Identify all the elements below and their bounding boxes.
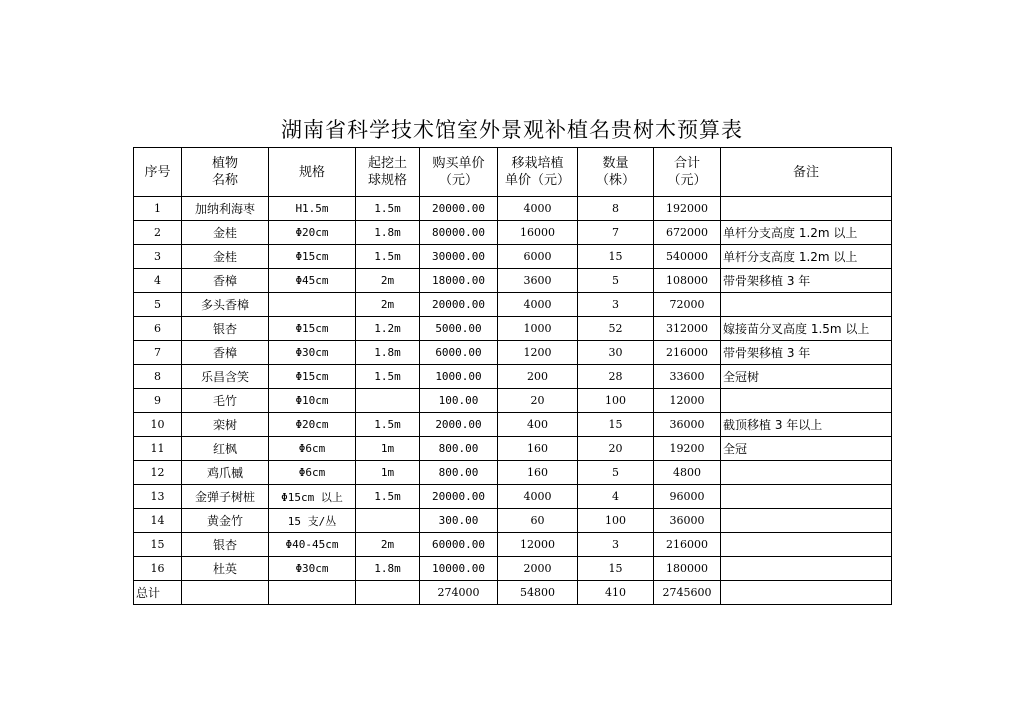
cell-quantity: 5 xyxy=(578,269,654,293)
cell-note: 全冠树 xyxy=(721,365,892,389)
cell-seq: 2 xyxy=(134,221,182,245)
cell-transplant-price: 16000 xyxy=(498,221,578,245)
cell-soil-ball: 1.5m xyxy=(356,485,420,509)
cell-seq: 1 xyxy=(134,197,182,221)
cell-spec: Φ15cm xyxy=(269,245,356,269)
header-purchase-price: 购买单价 （元） xyxy=(420,148,498,197)
cell-plant-name: 鸡爪槭 xyxy=(182,461,269,485)
cell-purchase-price: 30000.00 xyxy=(420,245,498,269)
cell-note xyxy=(721,557,892,581)
cell-purchase-price: 20000.00 xyxy=(420,485,498,509)
cell-note: 全冠 xyxy=(721,437,892,461)
table-row xyxy=(134,509,892,533)
totals-row xyxy=(134,581,892,605)
totals-total: 2745600 xyxy=(654,581,721,605)
cell-spec: Φ6cm xyxy=(269,461,356,485)
table-row xyxy=(134,461,892,485)
cell-total: 540000 xyxy=(654,245,721,269)
cell-soil-ball: 2m xyxy=(356,293,420,317)
cell-purchase-price: 800.00 xyxy=(420,461,498,485)
cell-purchase-price: 60000.00 xyxy=(420,533,498,557)
cell-soil-ball: 1.5m xyxy=(356,245,420,269)
cell-quantity: 8 xyxy=(578,197,654,221)
cell-plant-name: 杜英 xyxy=(182,557,269,581)
cell-spec: Φ6cm xyxy=(269,437,356,461)
cell-soil-ball: 1.5m xyxy=(356,365,420,389)
cell-purchase-price: 1000.00 xyxy=(420,365,498,389)
header-note: 备注 xyxy=(721,148,892,197)
cell-total: 72000 xyxy=(654,293,721,317)
cell-soil-ball: 1m xyxy=(356,437,420,461)
cell-purchase-price: 20000.00 xyxy=(420,197,498,221)
cell-soil-ball xyxy=(356,389,420,413)
cell-total: 672000 xyxy=(654,221,721,245)
cell-total: 108000 xyxy=(654,269,721,293)
cell-total: 192000 xyxy=(654,197,721,221)
cell-plant-name: 香樟 xyxy=(182,341,269,365)
cell-total: 312000 xyxy=(654,317,721,341)
cell-plant-name: 银杏 xyxy=(182,317,269,341)
table-row xyxy=(134,533,892,557)
cell-plant-name: 金桂 xyxy=(182,221,269,245)
cell-seq: 8 xyxy=(134,365,182,389)
cell-purchase-price: 5000.00 xyxy=(420,317,498,341)
cell-soil-ball: 1m xyxy=(356,461,420,485)
cell-seq: 12 xyxy=(134,461,182,485)
cell-note xyxy=(721,509,892,533)
cell-transplant-price: 4000 xyxy=(498,197,578,221)
cell-quantity: 5 xyxy=(578,461,654,485)
cell-quantity: 28 xyxy=(578,365,654,389)
cell-quantity: 4 xyxy=(578,485,654,509)
cell-note: 带骨架移植 3 年 xyxy=(721,269,892,293)
cell-transplant-price: 2000 xyxy=(498,557,578,581)
cell-note xyxy=(721,293,892,317)
cell-seq: 16 xyxy=(134,557,182,581)
cell-seq: 4 xyxy=(134,269,182,293)
cell-spec: 15 支/丛 xyxy=(269,509,356,533)
header-row xyxy=(134,148,892,197)
cell-quantity: 3 xyxy=(578,293,654,317)
cell-plant-name: 金弹子树桩 xyxy=(182,485,269,509)
cell-spec: Φ15cm 以上 xyxy=(269,485,356,509)
cell-spec: H1.5m xyxy=(269,197,356,221)
cell-purchase-price: 20000.00 xyxy=(420,293,498,317)
cell-total: 33600 xyxy=(654,365,721,389)
cell-note: 截顶移植 3 年以上 xyxy=(721,413,892,437)
cell-transplant-price: 20 xyxy=(498,389,578,413)
cell-transplant-price: 400 xyxy=(498,413,578,437)
totals-empty-soil xyxy=(356,581,420,605)
cell-note: 带骨架移植 3 年 xyxy=(721,341,892,365)
cell-note xyxy=(721,533,892,557)
cell-soil-ball: 1.5m xyxy=(356,197,420,221)
cell-quantity: 52 xyxy=(578,317,654,341)
totals-empty-note xyxy=(721,581,892,605)
cell-plant-name: 金桂 xyxy=(182,245,269,269)
cell-total: 36000 xyxy=(654,509,721,533)
cell-quantity: 100 xyxy=(578,509,654,533)
cell-plant-name: 乐昌含笑 xyxy=(182,365,269,389)
table-row xyxy=(134,413,892,437)
cell-note xyxy=(721,461,892,485)
cell-transplant-price: 6000 xyxy=(498,245,578,269)
cell-soil-ball: 1.8m xyxy=(356,341,420,365)
cell-transplant-price: 12000 xyxy=(498,533,578,557)
cell-purchase-price: 80000.00 xyxy=(420,221,498,245)
cell-transplant-price: 160 xyxy=(498,437,578,461)
cell-seq: 10 xyxy=(134,413,182,437)
cell-plant-name: 栾树 xyxy=(182,413,269,437)
table-row xyxy=(134,221,892,245)
table-row xyxy=(134,317,892,341)
cell-seq: 15 xyxy=(134,533,182,557)
cell-note: 嫁接苗分叉高度 1.5m 以上 xyxy=(721,317,892,341)
cell-soil-ball: 2m xyxy=(356,269,420,293)
cell-note: 单杆分支高度 1.2m 以上 xyxy=(721,221,892,245)
cell-spec: Φ30cm xyxy=(269,341,356,365)
cell-purchase-price: 6000.00 xyxy=(420,341,498,365)
table-row xyxy=(134,365,892,389)
page-title: 湖南省科学技术馆室外景观补植名贵树木预算表 xyxy=(281,118,743,142)
cell-total: 96000 xyxy=(654,485,721,509)
cell-quantity: 15 xyxy=(578,245,654,269)
table-row xyxy=(134,437,892,461)
cell-transplant-price: 4000 xyxy=(498,293,578,317)
cell-transplant-price: 1200 xyxy=(498,341,578,365)
totals-quantity: 410 xyxy=(578,581,654,605)
cell-plant-name: 毛竹 xyxy=(182,389,269,413)
totals-empty-spec xyxy=(269,581,356,605)
table-row xyxy=(134,485,892,509)
table-row xyxy=(134,245,892,269)
table-row xyxy=(134,557,892,581)
cell-soil-ball: 1.8m xyxy=(356,221,420,245)
header-seq: 序号 xyxy=(134,148,182,197)
cell-total: 216000 xyxy=(654,533,721,557)
cell-total: 12000 xyxy=(654,389,721,413)
header-soil-ball: 起挖土 球规格 xyxy=(356,148,420,197)
cell-transplant-price: 1000 xyxy=(498,317,578,341)
cell-quantity: 3 xyxy=(578,533,654,557)
totals-price: 274000 xyxy=(420,581,498,605)
cell-purchase-price: 800.00 xyxy=(420,437,498,461)
cell-total: 216000 xyxy=(654,341,721,365)
cell-spec: Φ40-45cm xyxy=(269,533,356,557)
cell-soil-ball: 1.8m xyxy=(356,557,420,581)
cell-spec: Φ15cm xyxy=(269,317,356,341)
cell-soil-ball: 1.2m xyxy=(356,317,420,341)
cell-note xyxy=(721,197,892,221)
cell-purchase-price: 300.00 xyxy=(420,509,498,533)
cell-quantity: 15 xyxy=(578,557,654,581)
cell-purchase-price: 100.00 xyxy=(420,389,498,413)
cell-seq: 6 xyxy=(134,317,182,341)
cell-note: 单杆分支高度 1.2m 以上 xyxy=(721,245,892,269)
cell-quantity: 15 xyxy=(578,413,654,437)
cell-quantity: 20 xyxy=(578,437,654,461)
cell-seq: 5 xyxy=(134,293,182,317)
cell-quantity: 30 xyxy=(578,341,654,365)
table-row xyxy=(134,269,892,293)
cell-seq: 14 xyxy=(134,509,182,533)
cell-seq: 11 xyxy=(134,437,182,461)
cell-plant-name: 红枫 xyxy=(182,437,269,461)
cell-purchase-price: 18000.00 xyxy=(420,269,498,293)
table-row xyxy=(134,293,892,317)
cell-transplant-price: 3600 xyxy=(498,269,578,293)
cell-soil-ball: 1.5m xyxy=(356,413,420,437)
cell-transplant-price: 4000 xyxy=(498,485,578,509)
cell-seq: 3 xyxy=(134,245,182,269)
header-transplant-price: 移栽培植 单价（元） xyxy=(498,148,578,197)
cell-spec: Φ45cm xyxy=(269,269,356,293)
cell-spec: Φ30cm xyxy=(269,557,356,581)
cell-spec: Φ20cm xyxy=(269,413,356,437)
cell-plant-name: 黄金竹 xyxy=(182,509,269,533)
cell-transplant-price: 60 xyxy=(498,509,578,533)
cell-plant-name: 加纳利海枣 xyxy=(182,197,269,221)
cell-spec: Φ20cm xyxy=(269,221,356,245)
cell-plant-name: 多头香樟 xyxy=(182,293,269,317)
cell-soil-ball: 2m xyxy=(356,533,420,557)
cell-purchase-price: 10000.00 xyxy=(420,557,498,581)
cell-quantity: 7 xyxy=(578,221,654,245)
header-total: 合计 （元） xyxy=(654,148,721,197)
cell-seq: 7 xyxy=(134,341,182,365)
cell-spec: Φ10cm xyxy=(269,389,356,413)
cell-soil-ball xyxy=(356,509,420,533)
budget-table xyxy=(133,147,892,605)
cell-spec xyxy=(269,293,356,317)
totals-empty-name xyxy=(182,581,269,605)
cell-note xyxy=(721,389,892,413)
cell-plant-name: 银杏 xyxy=(182,533,269,557)
cell-purchase-price: 2000.00 xyxy=(420,413,498,437)
cell-seq: 13 xyxy=(134,485,182,509)
cell-total: 180000 xyxy=(654,557,721,581)
totals-transplant: 54800 xyxy=(498,581,578,605)
table-row xyxy=(134,389,892,413)
cell-plant-name: 香樟 xyxy=(182,269,269,293)
header-plant-name: 植物 名称 xyxy=(182,148,269,197)
totals-label: 总计 xyxy=(134,581,182,605)
cell-note xyxy=(721,485,892,509)
cell-spec: Φ15cm xyxy=(269,365,356,389)
cell-total: 36000 xyxy=(654,413,721,437)
header-quantity: 数量 （株） xyxy=(578,148,654,197)
cell-quantity: 100 xyxy=(578,389,654,413)
cell-transplant-price: 200 xyxy=(498,365,578,389)
cell-seq: 9 xyxy=(134,389,182,413)
cell-total: 19200 xyxy=(654,437,721,461)
table-row xyxy=(134,341,892,365)
cell-total: 4800 xyxy=(654,461,721,485)
header-spec: 规格 xyxy=(269,148,356,197)
table-row xyxy=(134,197,892,221)
cell-transplant-price: 160 xyxy=(498,461,578,485)
